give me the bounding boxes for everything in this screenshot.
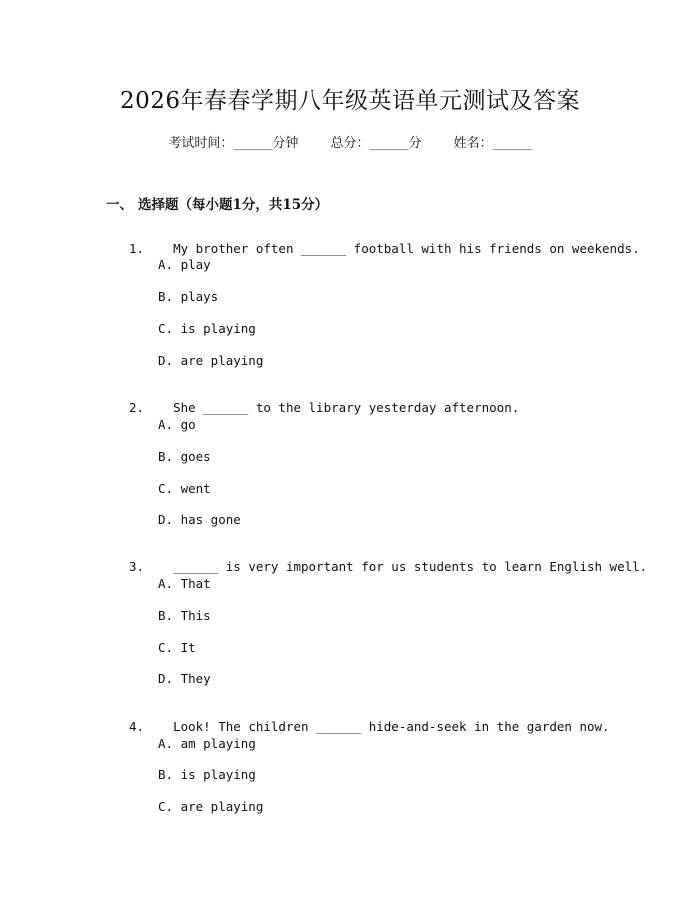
section-title: 选择题（每小题1分，共15分） xyxy=(138,197,329,213)
question-text: ______ is very important for us students to learn English well. xyxy=(173,559,648,574)
question-3 xyxy=(129,544,648,574)
section-number: 一、 xyxy=(106,197,133,213)
option-3b: B. This xyxy=(158,608,211,623)
option-1d: D. are playing xyxy=(158,353,264,368)
question-text: She ______ to the library yesterday afternoon. xyxy=(173,400,520,415)
option-1c: C. is playing xyxy=(158,321,256,336)
question-number: 2. xyxy=(129,400,145,415)
option-4b: B. is playing xyxy=(158,767,256,782)
option-3a: A. That xyxy=(158,576,211,591)
question-number: 4. xyxy=(129,719,145,734)
option-3c: C. It xyxy=(158,640,196,655)
option-3d: D. They xyxy=(158,671,211,686)
student-name-field: 姓名：______ xyxy=(453,136,532,151)
option-1b: B. plays xyxy=(158,289,219,304)
question-number: 1. xyxy=(129,241,145,256)
option-1a: A. play xyxy=(158,257,211,272)
question-number: 3. xyxy=(129,559,145,574)
section-heading xyxy=(106,193,328,213)
total-score-field: 总分：______分 xyxy=(330,136,422,151)
exam-time-field: 考试时间：______分钟 xyxy=(168,136,299,151)
option-2b: B. goes xyxy=(158,449,211,464)
option-4c: C. are playing xyxy=(158,799,264,814)
option-2a: A. go xyxy=(158,417,196,432)
question-text: Look! The children ______ hide-and-seek in the garden now. xyxy=(173,719,610,734)
option-2d: D. has gone xyxy=(158,512,241,527)
question-1 xyxy=(129,226,640,256)
exam-info xyxy=(0,132,700,151)
question-text: My brother often ______ football with his friends on weekends. xyxy=(173,241,640,256)
question-2 xyxy=(129,385,520,415)
option-4a: A. am playing xyxy=(158,736,256,751)
page-title: 2026年春春学期八年级英语单元测试及答案 xyxy=(119,88,581,114)
question-4 xyxy=(129,704,610,734)
option-2c: C. went xyxy=(158,481,211,496)
